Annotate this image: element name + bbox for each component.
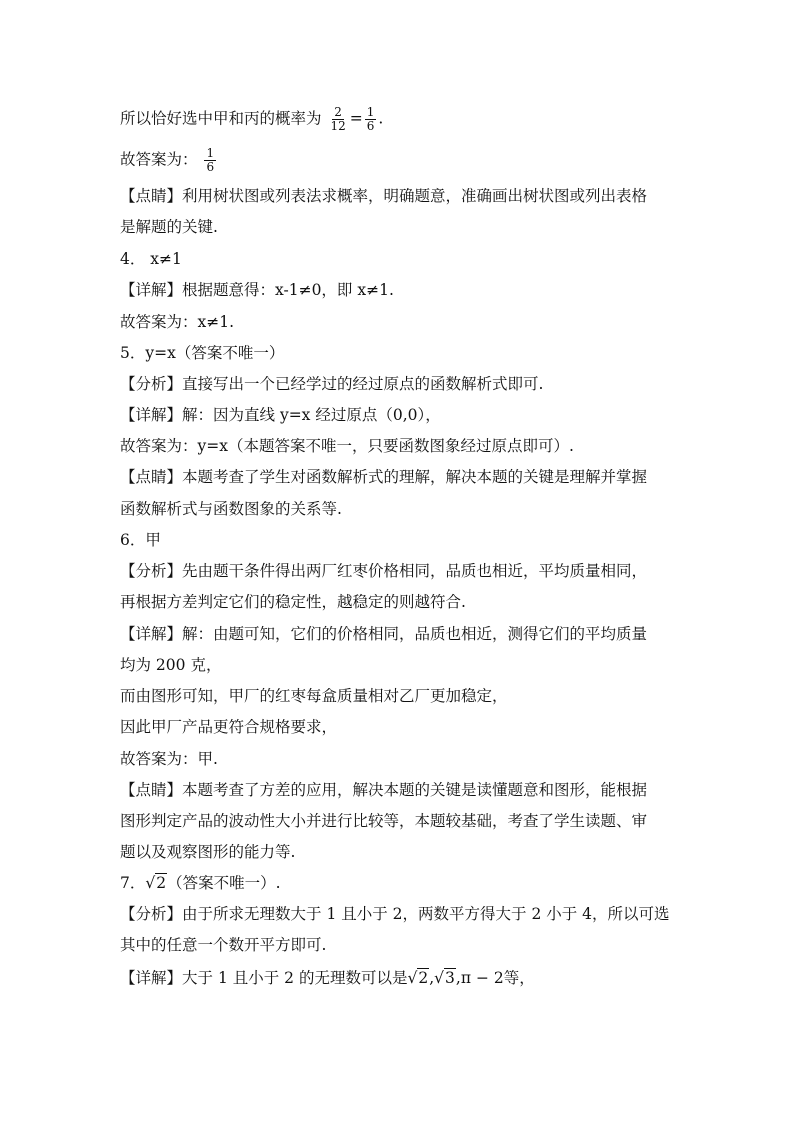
analysis-line-5: 【分析】直接写出一个已经学过的经过原点的函数解析式即可. xyxy=(120,375,544,393)
analysis-line-7: 【分析】由于所求无理数大于 1 且小于 2，两数平方得大于 2 小于 4，所以可选 xyxy=(120,905,670,923)
equals-sign: = xyxy=(349,109,363,128)
dianjing-tag: 【点睛】 xyxy=(120,468,183,486)
comment-continuation-5: 函数解析式与函数图象的关系等. xyxy=(120,500,342,518)
detail-continuation-6a: 均为 200 克， xyxy=(120,656,222,674)
question-6-answer: 6．甲 xyxy=(120,531,161,549)
answer-line-6: 故答案为：甲. xyxy=(120,750,218,768)
question-4-answer: 4． x≠1 xyxy=(120,250,182,268)
analysis-tag: 【分析】 xyxy=(120,905,183,923)
detail-tag: 【详解】 xyxy=(120,281,183,299)
dianjing-tag: 【点睛】 xyxy=(120,187,183,205)
comment-continuation-6b: 题以及观察图形的能力等. xyxy=(120,843,296,861)
comment-continuation-6a: 图形判定产品的波动性大小并进行比较等，本题较基础，考查了学生读题、审 xyxy=(120,812,648,830)
analysis-tag: 【分析】 xyxy=(120,562,183,580)
question-7-answer: 7．√2（答案不唯一）. xyxy=(120,874,281,892)
detail-line-6: 【详解】解：由题可知，它们的价格相同，品质也相近，测得它们的平均质量 xyxy=(120,625,648,643)
sqrt-2: √2 xyxy=(145,874,167,892)
detail-tag: 【详解】 xyxy=(120,969,183,987)
answer-line-5: 故答案为：y=x（本题答案不唯一，只要函数图象经过原点即可）. xyxy=(120,437,574,455)
sqrt-3-example: √3 xyxy=(434,969,455,987)
detail-line-5: 【详解】解：因为直线 y=x 经过原点（0,0）， xyxy=(120,406,441,424)
analysis-tag: 【分析】 xyxy=(120,375,183,393)
probability-line: 所以恰好选中甲和丙的概率为 $\frac{2}{12}$ = $\frac{1}{6}$ . xyxy=(120,105,384,133)
comment-line: 【点睛】利用树状图或列表法求概率，明确题意，准确画出树状图或列出表格 xyxy=(120,187,648,205)
detail-continuation-6c: 因此甲厂产品更符合规格要求， xyxy=(120,718,338,736)
fraction-2-over-12: $\frac{2}{12}$ xyxy=(330,105,346,133)
detail-continuation-6b: 而由图形可知，甲厂的红枣每盒质量相对乙厂更加稳定， xyxy=(120,687,508,705)
detail-line-7: 【详解】大于 1 且小于 2 的无理数可以是√2,√3,π − 2等， xyxy=(120,969,535,987)
sqrt-2-example: √2 xyxy=(407,969,429,987)
answer-line-4: 故答案为：x≠1. xyxy=(120,313,235,331)
probability-text: 所以恰好选中甲和丙的概率为 xyxy=(120,109,322,128)
dianjing-tag: 【点睛】 xyxy=(120,781,183,799)
comment-continuation: 是解题的关键. xyxy=(120,218,218,236)
detail-tag: 【详解】 xyxy=(120,406,183,424)
analysis-line-6: 【分析】先由题干条件得出两厂红枣价格相同，品质也相近，平均质量相同， xyxy=(120,562,648,580)
comment-line-6: 【点睛】本题考查了方差的应用，解决本题的关键是读懂题意和图形，能根据 xyxy=(120,781,648,799)
analysis-continuation-7: 其中的任意一个数开平方即可. xyxy=(120,936,327,954)
detail-tag: 【详解】 xyxy=(120,625,183,643)
analysis-continuation-6: 再根据方差判定它们的稳定性，越稳定的则越符合. xyxy=(120,593,466,611)
answer-line-1: 故答案为： $\frac{1}{6}$ xyxy=(120,146,215,174)
answer-fraction: $\frac{1}{6}$ xyxy=(206,146,215,174)
pi-minus-2: π − 2 xyxy=(460,969,504,987)
fraction-1-over-6: $\frac{1}{6}$ xyxy=(366,105,375,133)
comment-line-5: 【点睛】本题考查了学生对函数解析式的理解，解决本题的关键是理解并掌握 xyxy=(120,468,648,486)
detail-line-4: 【详解】根据题意得：x-1≠0，即 x≠1. xyxy=(120,281,394,299)
question-5-answer: 5．y=x（答案不唯一） xyxy=(120,344,285,362)
